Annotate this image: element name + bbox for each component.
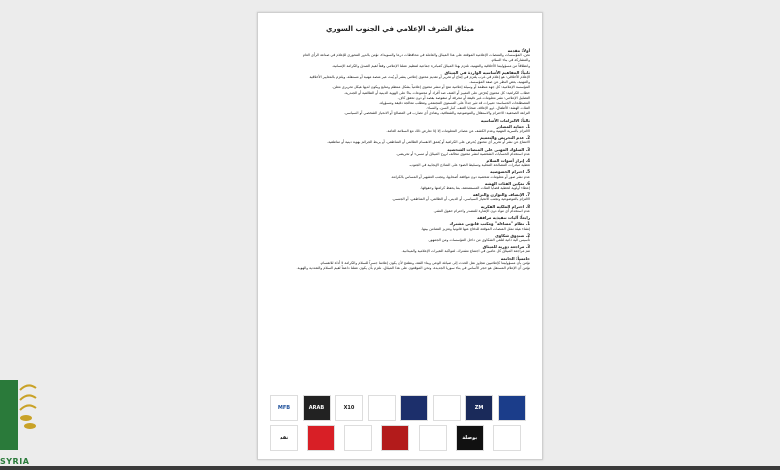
signatory-logo: [419, 425, 447, 451]
paragraph-line: تغطية مبادرات المصالحة المحلية وتسليط الضوء على النماذج الإيجابية في الجنوب.: [408, 163, 530, 168]
section-heading: 3. السلوك المهني على المنصات الشخصية: [447, 146, 530, 152]
document-title: ميثاق الشرف الإعلامي في الجنوب السوري: [326, 25, 474, 33]
signatory-logo: [307, 425, 335, 451]
signatory-logos: [268, 393, 532, 453]
signatory-logo: بوصلة: [456, 425, 484, 451]
side-brand-text: SYRIA: [0, 457, 30, 466]
section-heading: ثانياً: المفاهيم الأساسية الواردة في الميثاق: [444, 69, 530, 75]
paragraph-line: نحن، المؤسسات والمنصات الإعلامية الموقعة على هذا الميثاق والعاملة في محافظات درعا والسويداء، نؤمن بالدور المحوري للإعلام في صناعة الرأي العام: [302, 53, 530, 58]
signatory-logo: [344, 425, 372, 451]
signatory-logo: X10: [335, 395, 363, 421]
document-body: [270, 47, 530, 387]
section-heading: 3. مراجعة دورية للميثاق: [482, 244, 530, 250]
paragraph-line: والمشاركة في بناء السلام.: [490, 58, 530, 63]
section-heading: 7. الإنصاف والتوازن والنزاهة: [472, 192, 530, 198]
signatory-logo: [493, 425, 521, 451]
signatory-logo: [381, 425, 409, 451]
paragraph-line: تأسيس آلية ذاتية لتلقي الشكاوى من داخل المؤسسات ومن الجمهور.: [427, 237, 530, 242]
paragraph-line: عدم استخدام الحسابات الشخصية لنشر محتوى مخالف لروح الميثاق أو مسيء أو تحريضي.: [395, 151, 530, 156]
section-heading: أولاً: مقدمة: [507, 48, 530, 53]
section-heading: رابعاً: آليات تنفيذية مرافقة: [477, 215, 530, 221]
signatory-logo: [498, 395, 526, 421]
paragraph-line: النزاهة الصحفية: الاحترام والاستقلال والموضوعية والشفافية، وتفادي أي تضارب في المصالح أو الانحياز الشخصي أو السياسي.: [343, 111, 530, 116]
paragraph-line: التضليل الإعلامي: نشر معلومات غير دقيقة أو محرفة أو منقوصة بقصد أو دون تحقق كاف.: [397, 95, 530, 100]
signatory-logo: [400, 395, 428, 421]
paragraph-line: الامتناع عن نشر أو تحرير أي محتوى يُحرض على الكراهية أو يُعمق الانقسام الطائفي أو المناطقي، أو يربط الجرائم بهوية دينية أو مناطقية.: [327, 140, 530, 145]
signatory-logo: [368, 395, 396, 421]
section-heading: ثالثاً: الالتزامات الأساسية: [480, 117, 530, 123]
paragraph-line: نؤمن أن الإعلام المستقل هو حجر الأساس في بناء سوريا الجديدة، ونحن الموقعون على هذا الميثاق، نلتزم بأن يكون عملنا داعماً لقيم السلام والتعددية والهوية.: [296, 265, 530, 270]
paragraph-line: الفئات الهشة: الأطفال، ذوو الإعاقة، ضحايا العنف، كبار السن، والنساء.: [426, 106, 530, 111]
section-heading: 1. حماية المصادر: [496, 123, 530, 129]
paragraph-line: عدم استخدام أي مواد دون الإشارة للمصدر واحترام حقوق النشر.: [433, 208, 530, 213]
signatory-logo: نقد: [270, 425, 298, 451]
section-heading: 2. عدم التحريض والتعميم: [479, 135, 530, 141]
section-heading: 2. صندوق شكاوى: [495, 232, 530, 238]
paragraph-line: الالتزام بالموضوعية وتجنب الانحياز السياسي، أو الديني، أو الطائفي، أو المناطقي، أو الجنسي.: [391, 197, 530, 202]
section-heading: 5. احترام الخصوصية: [490, 169, 530, 175]
paragraph-line: وانطلاقاً من مسؤوليتنا الأخلاقية والمهنية، نلتزم بهذا الميثاق كمبادرة جماعية لتنظيم عملنا الإعلامي وفقاً لقيم الصدق والكرامة الإنسانية.: [331, 63, 530, 68]
paragraph-line: المصطلحات الحساسة: تعبيرات قد تثير جدلاً على المستوى المجتمعي وتتطلب معالجة دقيقة ومسؤولة.: [378, 101, 530, 106]
signatory-logo: ARAB: [303, 395, 331, 421]
paragraph-line: والمهنية، بغض النظر عن صفة المؤسسة.: [469, 80, 530, 85]
wheat-icon: [0, 360, 40, 450]
section-heading: 4. إبراز أصوات السلام: [486, 158, 530, 164]
signatory-logo: ZM: [465, 395, 493, 421]
paragraph-line: إنشاء هيئة تمثل المنصات الموقعة للدفاع عنها قانونياً وتعزيز التضامن بينها.: [420, 226, 530, 231]
paragraph-line: الالتزام بالسرية المهنية وعدم الكشف عن مصادر المعلومات إلا إذا تعارض ذلك مع السلامة العامة.: [386, 129, 530, 134]
bottom-bar: [0, 466, 780, 470]
paragraph-line: إعطاء أولوية لتغطية قضايا الفئات المستضعفة، بما يحفظ كرامتها وحقوقها.: [420, 186, 530, 191]
paragraph-line: نؤمن بأن مسؤوليتنا كإعلاميين تتجاوز نقل الحدث إلى صياغة الوعي وبناء الثقة، ونطمح لأن يكون إعلامنا جسراً للسلام والكرامة لا أداة للانقسام.: [319, 260, 530, 265]
side-brand-logo: [0, 360, 40, 470]
paragraph-line: المؤسسة الإعلامية: كل جهة منظمة أو وسيلة إعلامية تنتج أو تنشر محتوى إعلامياً بشكل منتظم ومتابع ويكون لديها هيكل تحريري معلن.: [331, 85, 530, 90]
charter-document: [257, 12, 543, 460]
paragraph-line: الإعلام الأخلاقي: هو إعلام في غرب يلتزم في إنتاج أو تحرير أو تقديم محتوى إعلامي ينشر أو يُبث عبر منصة مهنية أو مستقلة، ويلتزم بالمعايير الأخلاقية: [309, 75, 530, 80]
signatory-logo: [433, 395, 461, 421]
paragraph-line: عدم نشر صور أو معلومات شخصية دون موافقة أصحابها، وتجنب التشهير أو المساس بالكرامة.: [390, 174, 530, 179]
section-heading: 1. نظام "مساءلة" ومكتب قانوني مشترك: [449, 221, 530, 227]
section-heading: 8. احترام الملكية الفكرية: [480, 203, 530, 209]
paragraph-line: خطاب الكراهية: كل محتوى يُحرّض على التمييز أو العنف ضد أفراد أو مجموعات بناءً على الهوية الدينية أو الطائفية أو الجندرية.: [343, 90, 530, 95]
section-heading: 6. تمكين الفئات الهشة: [484, 180, 530, 186]
signatory-logo: MFB: [270, 395, 298, 421]
paragraph-line: تتم مراجعة الميثاق كل عامين في اجتماع مشترك، لمواكبة التغيرات الإعلامية والميدانية.: [401, 249, 530, 254]
section-heading: خامساً: الخاتمة: [500, 255, 530, 261]
